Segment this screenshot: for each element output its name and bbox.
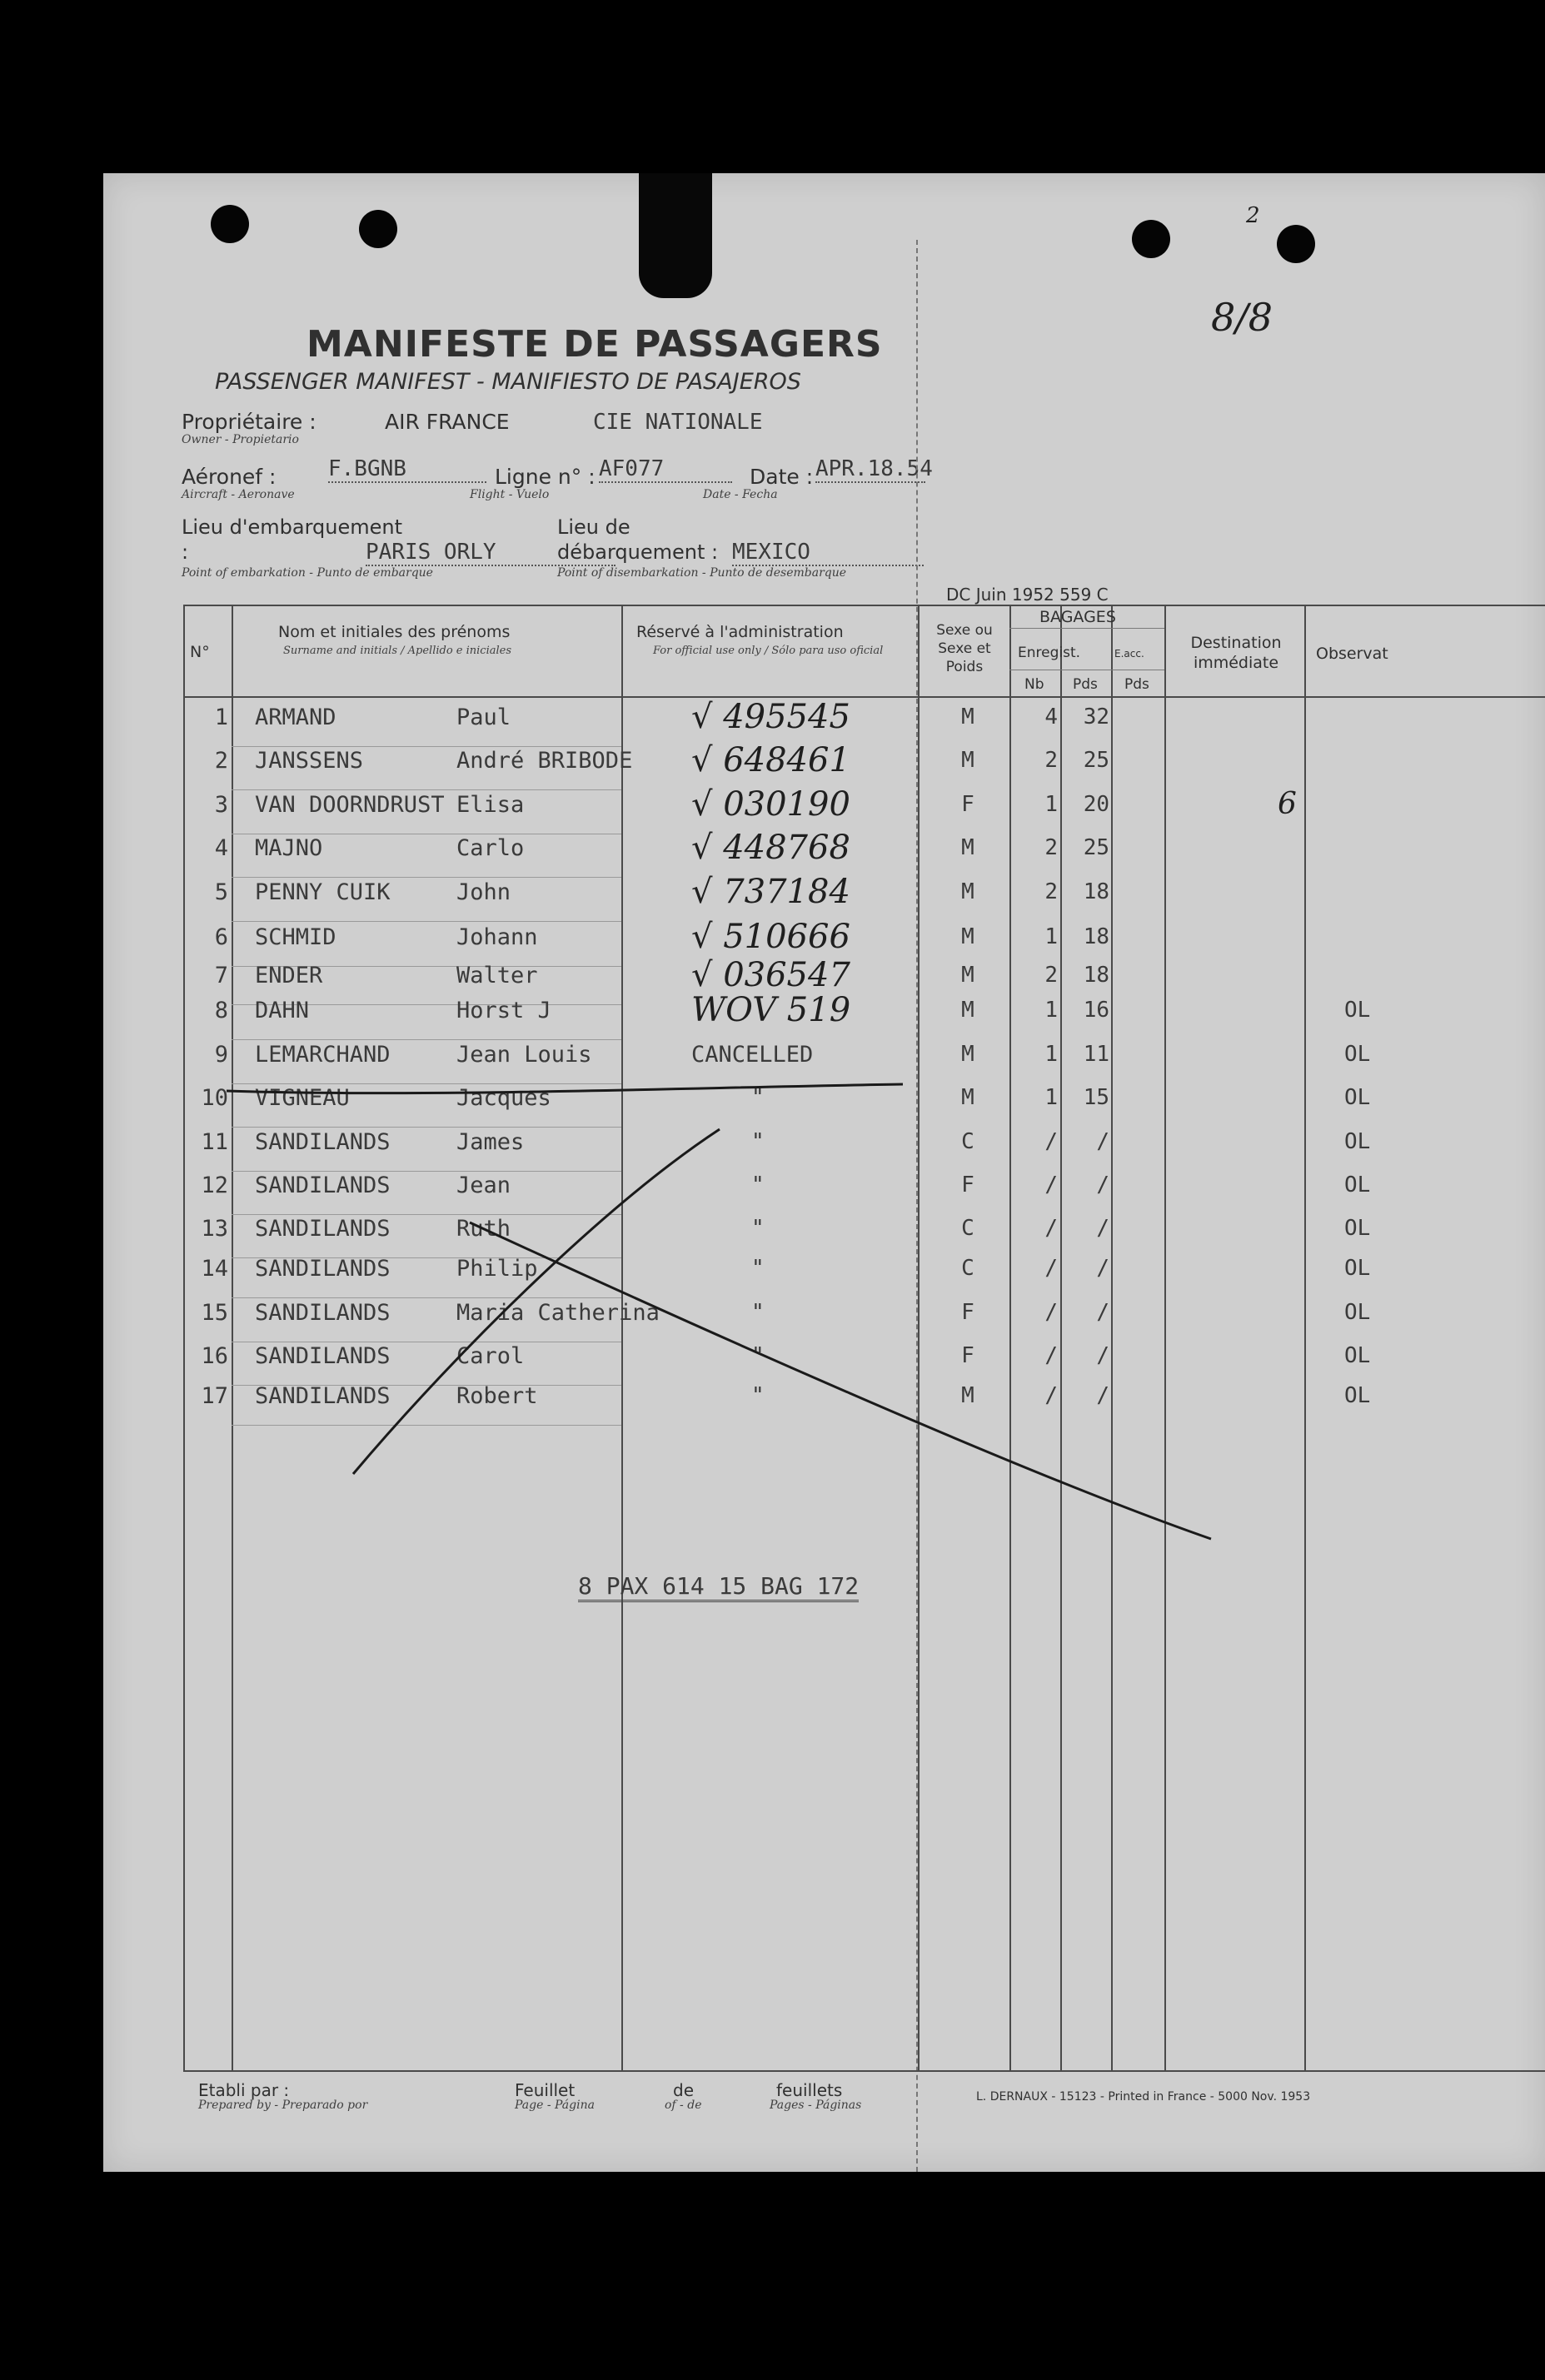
passenger-first-name: Johann: [456, 924, 538, 950]
of-label: de: [673, 2080, 694, 2100]
cross-stroke: [353, 1129, 720, 1474]
prepared-label: Etabli par :: [198, 2080, 290, 2100]
passenger-first-name: James: [456, 1129, 525, 1155]
passenger-sex: F: [961, 792, 974, 817]
date-label: Date :: [750, 465, 814, 489]
bag-count: /: [1044, 1216, 1058, 1241]
row-number: 3: [214, 792, 228, 818]
bag-count: 1: [1044, 1042, 1058, 1067]
official-entry: ": [751, 1173, 765, 1197]
disembark-value: MEXICO: [732, 540, 924, 566]
observation-value: OL: [1344, 1383, 1371, 1408]
page-mark-fraction: 8/8: [1211, 295, 1273, 340]
row-number: 5: [214, 879, 228, 905]
observation-value: OL: [1344, 1300, 1371, 1325]
bag-count: 2: [1044, 748, 1058, 773]
bag-count: /: [1044, 1383, 1058, 1408]
passenger-sex: M: [961, 998, 974, 1023]
passenger-surname: SANDILANDS: [255, 1216, 391, 1242]
of-sublabel: of - de: [665, 2099, 702, 2112]
passenger-first-name: Carlo: [456, 835, 525, 861]
official-entry: ": [751, 1383, 765, 1408]
bag-weight: 11: [1083, 1042, 1109, 1067]
row-number: 12: [201, 1173, 228, 1198]
passenger-first-name: Philip: [456, 1256, 538, 1282]
bag-count: 1: [1044, 998, 1058, 1023]
row-number: 8: [214, 998, 228, 1023]
cross-stroke: [470, 1222, 1211, 1539]
row-number: 2: [214, 748, 228, 774]
sheet-label: Feuillet: [515, 2080, 576, 2100]
row-number: 10: [201, 1085, 228, 1111]
passenger-sex: F: [961, 1300, 974, 1325]
date-sublabel: Date - Fecha: [703, 488, 778, 501]
passenger-surname: SANDILANDS: [255, 1300, 391, 1326]
observation-value: OL: [1344, 1042, 1371, 1067]
passenger-first-name: Horst J: [456, 998, 551, 1023]
passenger-sex: M: [961, 1042, 974, 1067]
owner-label: Propriétaire :: [182, 410, 316, 434]
passenger-first-name: Jean: [456, 1173, 511, 1198]
owner-extra: CIE NATIONALE: [593, 410, 763, 435]
passenger-sex: F: [961, 1343, 974, 1368]
passenger-sex: M: [961, 705, 974, 729]
official-entry: ": [751, 1343, 765, 1368]
bag-weight: 15: [1083, 1085, 1109, 1110]
header-observations: Observat: [1316, 645, 1388, 663]
header-no: N°: [190, 643, 210, 661]
passenger-first-name: Maria Catherina: [456, 1300, 660, 1326]
page-title: MANIFESTE DE PASSAGERS: [307, 323, 883, 366]
passenger-first-name: Ruth: [456, 1216, 511, 1242]
row-number: 15: [201, 1300, 228, 1326]
passenger-sex: M: [961, 1085, 974, 1110]
passenger-surname: SANDILANDS: [255, 1173, 391, 1198]
row-number: 4: [214, 835, 228, 861]
observation-value: OL: [1344, 1256, 1371, 1281]
bag-weight: /: [1096, 1129, 1109, 1154]
header-name: Nom et initiales des prénoms: [278, 623, 511, 641]
observation-value: OL: [1344, 1173, 1371, 1197]
passenger-first-name: Jacques: [456, 1085, 551, 1111]
bag-count: 2: [1044, 835, 1058, 860]
header-sex: Sexe ou Sexe et Poids: [936, 622, 993, 675]
bag-count: /: [1044, 1300, 1058, 1325]
row-number: 17: [201, 1383, 228, 1409]
observation-value: OL: [1344, 1085, 1371, 1110]
passenger-first-name: André BRIBODE: [456, 748, 633, 774]
date-value: APR.18.54: [815, 456, 933, 481]
official-entry: √ 448768: [691, 829, 850, 867]
bag-count: 1: [1044, 792, 1058, 817]
official-entry: √ 036547: [691, 956, 850, 994]
row-number: 6: [214, 924, 228, 950]
passenger-first-name: John: [456, 879, 511, 905]
bag-count: /: [1044, 1129, 1058, 1154]
official-entry: √ 510666: [691, 918, 850, 956]
official-entry: √ 737184: [691, 873, 850, 911]
flight-sublabel: Flight - Vuelo: [470, 488, 550, 501]
passenger-first-name: Jean Louis: [456, 1042, 592, 1068]
observation-value: OL: [1344, 1129, 1371, 1154]
passenger-surname: DAHN: [255, 998, 310, 1023]
official-entry: ": [751, 1129, 765, 1154]
passenger-sex: M: [961, 835, 974, 860]
observation-value: OL: [1344, 998, 1371, 1023]
passenger-sex: F: [961, 1173, 974, 1197]
official-entry: ": [751, 1216, 765, 1241]
row-number: 14: [201, 1256, 228, 1282]
annotation-strokes: [103, 173, 1545, 2172]
passenger-surname: LEMARCHAND: [255, 1042, 391, 1068]
bag-weight: 18: [1083, 924, 1109, 949]
bag-weight: 32: [1083, 705, 1109, 729]
bag-weight: /: [1096, 1300, 1109, 1325]
passenger-sex: M: [961, 924, 974, 949]
bag-count: 2: [1044, 963, 1058, 988]
bag-count: 1: [1044, 924, 1058, 949]
embark-label: Lieu d'embarquement :: [182, 515, 402, 564]
passenger-first-name: Walter: [456, 963, 538, 988]
passenger-sex: M: [961, 1383, 974, 1408]
bag-count: /: [1044, 1173, 1058, 1197]
owner-sublabel: Owner - Propietario: [182, 433, 299, 446]
cancel-strike: [227, 1084, 903, 1093]
printer-imprint: L. DERNAUX - 15123 - Printed in France - 5000 Nov. 1953: [976, 2090, 1311, 2104]
observation-value: OL: [1344, 1216, 1371, 1241]
official-entry: ": [751, 1300, 765, 1325]
bag-count: 4: [1044, 705, 1058, 729]
official-entry: √ 648461: [691, 741, 850, 779]
passenger-sex: M: [961, 748, 974, 773]
passenger-surname: PENNY CUIK: [255, 879, 391, 905]
row-number: 11: [201, 1129, 228, 1155]
passenger-surname: SANDILANDS: [255, 1129, 391, 1155]
row-number: 1: [214, 705, 228, 730]
sheets-label: feuillets: [776, 2080, 843, 2100]
header-name-sub: Surname and initials / Apellido e iniciales: [283, 645, 512, 657]
bag-count: 2: [1044, 879, 1058, 904]
passenger-surname: JANSSENS: [255, 748, 364, 774]
sheet-sublabel: Page - Página: [515, 2099, 595, 2112]
observation-value: OL: [1344, 1343, 1371, 1368]
header-pds: Pds: [1073, 676, 1098, 693]
bag-weight: 18: [1083, 963, 1109, 988]
passenger-surname: SANDILANDS: [255, 1383, 391, 1409]
embark-value: PARIS ORLY: [366, 540, 616, 566]
passenger-surname: VIGNEAU: [255, 1085, 350, 1111]
bag-weight: 25: [1083, 748, 1109, 773]
bag-weight: /: [1096, 1173, 1109, 1197]
passenger-surname: SANDILANDS: [255, 1256, 391, 1282]
bag-weight: /: [1096, 1343, 1109, 1368]
official-entry: √ 030190: [691, 785, 850, 824]
disembark-sublabel: Point of disembarkation - Punto de desembarque: [557, 566, 847, 580]
disembark-label: Lieu de débarquement :: [557, 515, 719, 564]
destination-value: 6: [1278, 787, 1297, 821]
passenger-surname: ARMAND: [255, 705, 336, 730]
passenger-sex: C: [961, 1129, 974, 1154]
bag-weight: /: [1096, 1383, 1109, 1408]
header-excess: E.acc.: [1114, 648, 1144, 660]
page-subtitle: PASSENGER MANIFEST - MANIFIESTO DE PASAJEROS: [215, 369, 801, 395]
bag-weight: /: [1096, 1216, 1109, 1241]
embark-sublabel: Point of embarkation - Punto de embarque: [182, 566, 433, 580]
header-excess-pds: Pds: [1124, 676, 1149, 693]
prepared-sublabel: Prepared by - Preparado por: [198, 2099, 368, 2112]
owner-value: AIR FRANCE: [385, 410, 510, 434]
row-number: 7: [214, 963, 228, 988]
bag-count: /: [1044, 1256, 1058, 1281]
totals: 8 PAX 614 15 BAG 172: [578, 1572, 859, 1602]
official-entry: WOV 519: [691, 991, 851, 1029]
passenger-sex: C: [961, 1216, 974, 1241]
aircraft-value: F.BGNB: [328, 456, 486, 483]
bag-count: 1: [1044, 1085, 1058, 1110]
form-code: DC Juin 1952 559 C: [946, 585, 1109, 605]
passenger-sex: M: [961, 963, 974, 988]
passenger-sex: M: [961, 879, 974, 904]
passenger-first-name: Robert: [456, 1383, 538, 1409]
official-entry: ": [751, 1085, 765, 1110]
header-destination: Destination immédiate: [1190, 634, 1282, 672]
official-entry: √ 495545: [691, 698, 850, 736]
sheets-sublabel: Pages - Páginas: [770, 2099, 862, 2112]
official-entry: ": [751, 1256, 765, 1281]
header-reserved: Réservé à l'administration: [636, 623, 844, 641]
bag-weight: 25: [1083, 835, 1109, 860]
row-number: 13: [201, 1216, 228, 1242]
passenger-surname: SANDILANDS: [255, 1343, 391, 1369]
aircraft-label: Aéronef :: [182, 465, 277, 489]
passenger-surname: MAJNO: [255, 835, 323, 861]
passenger-surname: SCHMID: [255, 924, 336, 950]
official-entry: CANCELLED: [691, 1042, 814, 1068]
header-nb: Nb: [1024, 676, 1044, 693]
row-number: 9: [214, 1042, 228, 1068]
header-reserved-sub: For official use only / Sólo para uso oficial: [653, 645, 884, 657]
row-number: 16: [201, 1343, 228, 1369]
manifest-sheet: [103, 173, 1545, 2172]
bag-weight: 16: [1083, 998, 1109, 1023]
page-mark-top: 2: [1246, 203, 1260, 228]
bag-weight: 20: [1083, 792, 1109, 817]
aircraft-sublabel: Aircraft - Aeronave: [182, 488, 295, 501]
passenger-first-name: Elisa: [456, 792, 525, 818]
passenger-surname: VAN DOORNDRUST: [255, 792, 445, 818]
flight-value: AF077: [599, 456, 732, 483]
bag-count: /: [1044, 1343, 1058, 1368]
header-bagages: BAGAGES: [1039, 608, 1116, 626]
header-enregist: Enregist.: [1018, 645, 1081, 661]
passenger-sex: C: [961, 1256, 974, 1281]
passenger-first-name: Paul: [456, 705, 511, 730]
bag-weight: /: [1096, 1256, 1109, 1281]
bag-weight: 18: [1083, 879, 1109, 904]
passenger-first-name: Carol: [456, 1343, 525, 1369]
passenger-surname: ENDER: [255, 963, 323, 988]
flight-label: Ligne n° :: [495, 465, 596, 489]
